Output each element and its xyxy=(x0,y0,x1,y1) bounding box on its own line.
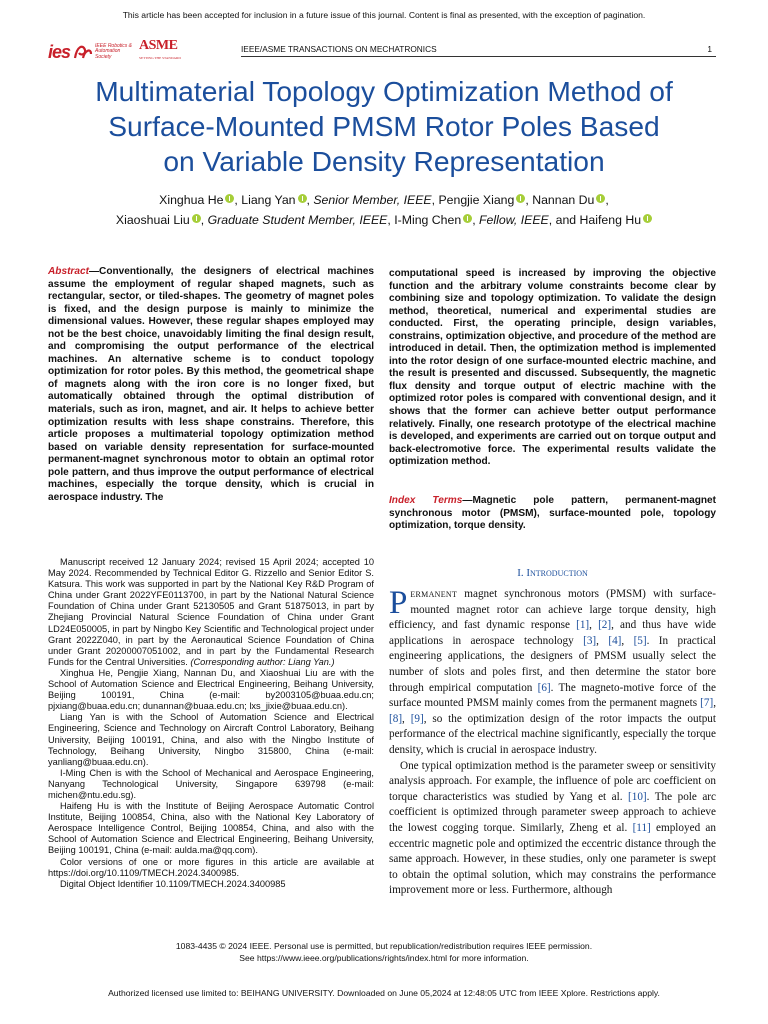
copyright-line-1: 1083-4435 © 2024 IEEE. Personal use is permitted, but republication/redistribution requires IEEE permission. xyxy=(175,941,593,951)
header-divider xyxy=(241,56,716,57)
author-name: Xinghua He xyxy=(159,193,224,207)
abstract-text-left: —Conventionally, the designers of electrical machines assume the employment of regular shaped magnets, such as rectangular, sector, or tiled-shapes. The geometry of magnet poles is fixed, and the design purpose is mainly to minimize the dimensional values. However, these regular shapes employed may not be the best choice, unavoidably limiting the final design result, and compromising the output performance of the electrical machines. An alternative scheme is to conduct topology optimization for rotor poles. By this method, the geometrical shape of magnets along with the iron core is no longer fixed, but automatically obtained through the optimal distribution of materials, such as iron, magnet, and air. It helps to achieve better optimization results with less shape constrains. Therefore, this article proposes a multimaterial topology optimization method based on variable density representation for surface-mounted permanent-magnet synchronous motor to obtain an optimal rotor pole pattern, and thus improve the output performance of electrical machines, especially the torque density, which is crucial in aerospace industry. The xyxy=(48,266,374,503)
abstract-left-column xyxy=(48,266,374,504)
author-line-1: Xinghua He , Liang Yan , Senior Member, IEEE, Pengjie Xiang , Nannan Du , xyxy=(159,193,609,207)
citation-link[interactable]: [4] xyxy=(608,634,622,647)
section-number: I. xyxy=(517,567,527,579)
paper-title xyxy=(40,74,728,179)
orcid-icon[interactable] xyxy=(463,214,472,223)
orcid-icon[interactable] xyxy=(298,194,307,203)
running-header xyxy=(48,38,716,66)
orcid-icon[interactable] xyxy=(643,214,652,223)
index-terms-text: —Magnetic pole pattern, permanent-magnet synchronous motor (PMSM), surface-mounted pole, topology optimization, torque density. xyxy=(389,495,717,532)
author-name: Xiaoshuai Liu xyxy=(115,213,190,227)
journal-name: IEEE/ASME TRANSACTIONS ON MECHATRONICS xyxy=(241,44,437,54)
footnote-affiliation: Xinghua He, Pengjie Xiang, Nannan Du, and Xiaoshuai Liu are with the School of Automation Science and Electrical Engineering, Beihang University, Beijing 100191, China (e-mail: by2003105@buaa.edu.cn; pjxiang@buaa.edu.cn; dunannan@buaa.edu.cn; lxs_jixie@buaa.edu.cn). xyxy=(48,667,374,712)
author-membership: Senior Member, IEEE xyxy=(313,193,432,207)
intro-paragraph-1: Permanent magnet synchronous motors (PMSM) with surface-mounted magnet rotor can achieve large torque density, high efficiency, and fast dynamic response [1], [2], and thus have wide applications in aerospace technology [3], [4], [5]. In practical engineering applications, the designers of PMSM usually select the number of slots and poles first, and then determine the stator bore through empirical computation [6]. The magneto-motive force of the surface mounted PMSM mainly comes from the permanent magnets [7], [8], [9], so the optimization design of the rotor impacts the output performance of the electrical machine significantly, especially the torque density, which is crucial in aerospace industry. xyxy=(389,585,717,756)
copyright-line-2: See https://www.ieee.org/publications/rights/index.html for more information. xyxy=(239,953,529,963)
index-terms-label: Index Terms xyxy=(389,495,463,506)
abstract-right-column: computational speed is increased by improving the objective function and the arbitrary volume constraints become clear by combining size and topology optimization. To validate the design method, theoretical, numerical and experimental studies are conducted. First, the operating principle, design variables, constrains, optimization objective, and procedure of the method are introduced in detail. Then, the optimization method is implemented into the rotor design of one surface-mounted electric machine, and the result is presented and discussed. Subsequently, the magnetic flux density and torque output of electric machine with the optimized rotor poles is compared with conventional design, and it shows that the former can achieve better output performance relatively. Finally, one research prototype of the electrical machine is developed, and experiments are carried out on torque output and back-electromotive force. The experimental results validate the optimization method. xyxy=(389,268,716,468)
footnote-affiliation: Haifeng Hu is with the Institute of Beijing Aerospace Automatic Control Institute, Beijing 100854, China, also with the National Key Laboratory of Aerospace Intelligence Control, Beijing 100854, China, and also with the School of Automation Science and Electrical Engineering, Beihang University, Beijing 100191, China (e-mail: aulda.ma@qq.com). xyxy=(48,801,374,856)
section-heading xyxy=(389,567,716,579)
section-title: Introduction xyxy=(526,567,588,579)
citation-link[interactable]: [6] xyxy=(537,681,551,694)
author-name: Liang Yan xyxy=(241,193,296,207)
footnote-manuscript: Manuscript received 12 January 2024; revised 15 April 2024; accepted 10 May 2024. Recommended by Technical Editor G. Rizzello and Senior Editor S. Katsura. This work was supported in part by the National Key R&D Program of China under Grant 2022YFE0113700, in part by the National Natural Science Foundation of China under Grant 52130505 and Grant 51875013, in part by Zhejiang Provincial Natural Science Foundation of China under Grant LD24E050005, in part by Ningbo Key Scientific and Technological project under Grant 2022Z040, in part by the Aeronautical Science Foundation of China under Grant 20200007051002, and in part by the Fundamental Research Funds for the Central Universities. (Corresponding author: Liang Yan.) xyxy=(48,557,374,667)
title-line-2: Surface-Mounted PMSM Rotor Poles Based xyxy=(108,110,660,142)
author-line-2: Xiaoshuai Liu , Graduate Student Member, IEEE, I-Ming Chen , Fellow, IEEE, and Haifeng Hu xyxy=(40,210,728,230)
license-notice: Authorized licensed use limited to: BEIHANG UNIVERSITY. Downloaded on June 05,2024 at 12:48:05 UTC from IEEE Xplore. Restrictions apply. xyxy=(108,988,660,998)
author-membership: Graduate Student Member, IEEE xyxy=(207,213,388,227)
title-line-3: on Variable Density Representation xyxy=(163,145,605,177)
author-name: Haifeng Hu xyxy=(579,213,642,227)
citation-link[interactable]: [8] xyxy=(389,712,403,725)
introduction-body xyxy=(389,587,716,899)
asme-logo xyxy=(139,40,181,64)
orcid-icon[interactable] xyxy=(516,194,525,203)
citation-link[interactable]: [2] xyxy=(598,619,612,632)
page-number: 1 xyxy=(707,44,712,54)
citation-link[interactable]: [11] xyxy=(632,821,651,834)
acceptance-notice: This article has been accepted for inclusion in a future issue of this journal. Content is final as presented, with the exception of pagination. xyxy=(122,10,646,20)
author-name: Nannan Du xyxy=(532,193,595,207)
intro-paragraph-2: One typical optimization method is the parameter sweep or sensitivity analysis approach. For example, the influence of pole arc coefficient on torque characteristics was studied by Yang et al. [10]. The pole arc coefficient is optimized through parameter sweep approach to achieve the lowest cogging torque. Similarly, Zheng et al. [11] employed an eccentric magnetic pole and optimized the eccentric distance through the same approach. However, in these studies, only one parameter is swept to obtain the optimal solution, which may constrains the performance improvement more or less. Furthermore, although xyxy=(389,759,717,897)
footnote-color-versions: Color versions of one or more figures in this article are available at https://doi.org/10.1109/TMECH.2024.3400985. xyxy=(48,856,374,878)
author-name: I-Ming Chen xyxy=(394,213,462,227)
copyright-notice xyxy=(0,940,768,964)
author-name: Pengjie Xiang xyxy=(438,193,515,207)
orcid-icon[interactable] xyxy=(192,214,201,223)
society-logos xyxy=(48,40,181,64)
footnote-affiliation: Liang Yan is with the School of Automation Science and Electrical Engineering, Science and Technology on Aircraft Control Laboratory, Beihang University, Beijing 100191, China, and also with the Ningbo Institute of Technology, Beihang University, Ningbo 315800, China (e-mail: yanliang@buaa.edu.cn). xyxy=(48,712,374,767)
footnotes xyxy=(48,557,374,890)
corresponding-author: (Corresponding author: Liang Yan.) xyxy=(190,656,335,667)
title-line-1: Multimaterial Topology Optimization Method of xyxy=(95,75,673,107)
asme-logo-tagline: SETTING THE STANDARD xyxy=(139,56,181,60)
citation-link[interactable]: [10] xyxy=(628,790,647,803)
abstract-label: Abstract xyxy=(48,266,89,277)
author-list xyxy=(40,190,728,230)
citation-link[interactable]: [9] xyxy=(410,712,424,725)
citation-link[interactable]: [7] xyxy=(700,697,714,710)
ras-logo-icon xyxy=(73,44,93,60)
index-terms xyxy=(389,495,716,533)
asme-logo-text: ASME xyxy=(139,38,178,53)
citation-link[interactable]: [3] xyxy=(583,634,597,647)
footnote-doi: Digital Object Identifier 10.1109/TMECH.2024.3400985 xyxy=(60,878,286,889)
citation-link[interactable]: [1] xyxy=(576,619,590,632)
citation-link[interactable]: [5] xyxy=(633,634,647,647)
ies-logo: ies xyxy=(48,41,71,62)
drop-cap: P xyxy=(389,585,408,621)
footnote-affiliation: I-Ming Chen is with the School of Mechanical and Aerospace Engineering, Nanyang Technological University, Singapore 639798 (e-mail: michen@ntu.edu.sg). xyxy=(48,767,374,800)
ras-logo-text: IEEE Robotics & Automation Society xyxy=(95,42,132,60)
author-membership: Fellow, IEEE xyxy=(479,213,549,227)
